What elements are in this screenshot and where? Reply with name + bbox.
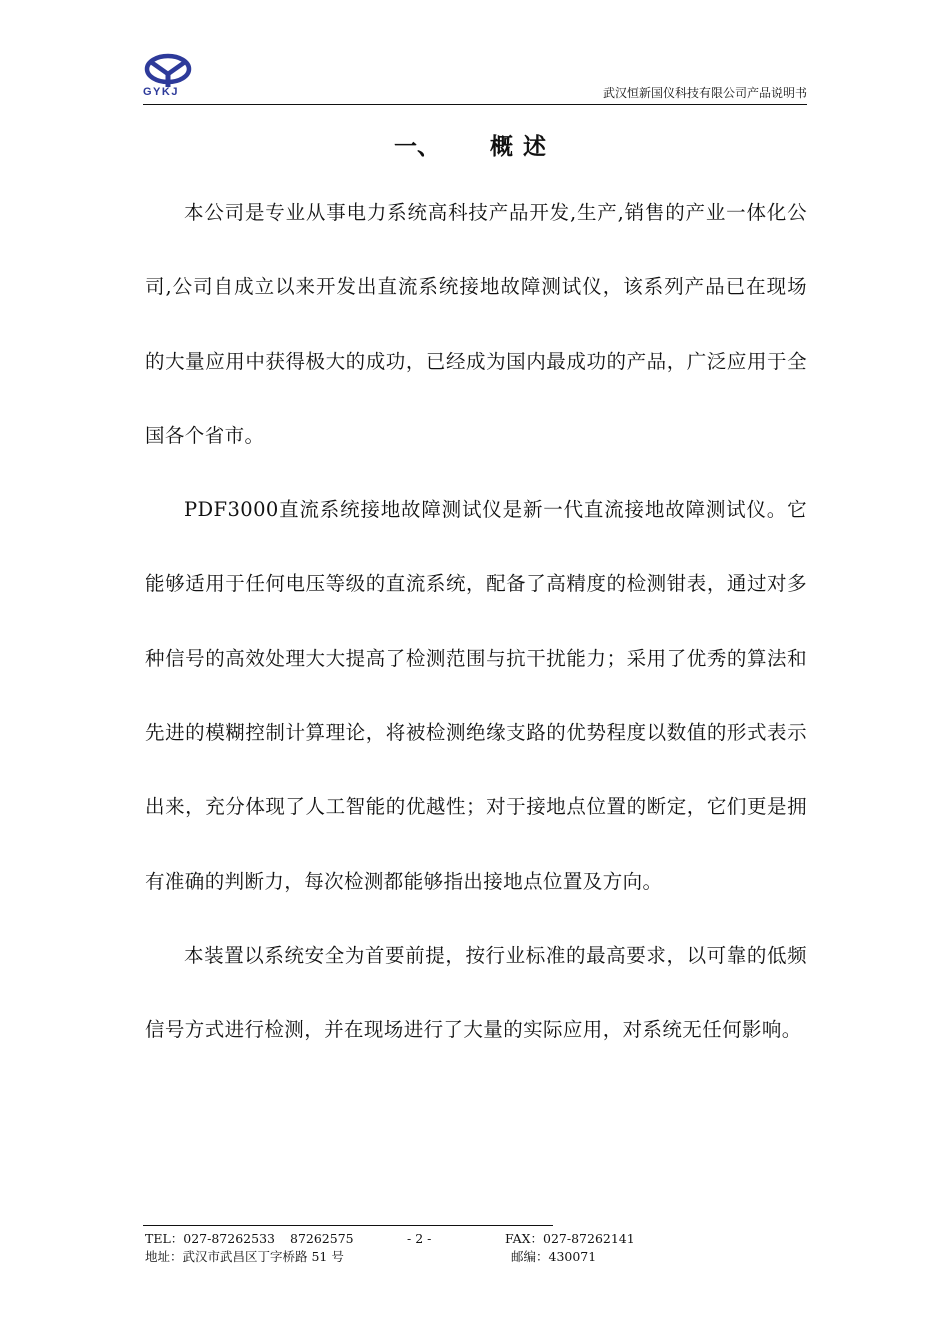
paragraph-safety: 本装置以系统安全为首要前提，按行业标准的最高要求，以可靠的低频信号方式进行检测，并在现场进行了大量的实际应用，对系统无任何影响。 [145,943,807,1042]
footer-address: 地址：武汉市武昌区丁字桥路 51 号 [145,1249,344,1264]
page-number: - 2 - [407,1231,432,1246]
footer-tel-2: 87262575 [290,1231,354,1246]
header-divider [143,104,807,105]
footer [145,1230,745,1266]
gykj-logo-icon [143,52,193,88]
footer-divider [143,1225,553,1226]
body-text [145,176,807,1068]
paragraph-intro: 本公司是专业从事电力系统高科技产品开发,生产,销售的产业一体化公司,公司自成立以来开发出直流系统接地故障测试仪，该系列产品已在现场的大量应用中获得极大的成功，已经成为国内最成功的产品，广泛应用于全国各个省市。 [145,201,807,447]
footer-fax: FAX：027-87262141 [505,1231,635,1246]
logo-text: GYKJ [143,86,179,98]
footer-postcode: 邮编：430071 [511,1249,597,1264]
document-header-title: 武汉恒新国仪科技有限公司产品说明书 [602,86,807,100]
section-heading [0,128,950,161]
footer-tel: TEL：027-87262533 [145,1231,275,1246]
paragraph-product: PDF3000直流系统接地故障测试仪是新一代直流接地故障测试仪。它能够适用于任何电压等级的直流系统，配备了高精度的检测钳表，通过对多种信号的高效处理大大提高了检测范围与抗干扰能力；采用了优秀的算法和先进的模糊控制计算理论，将被检测绝缘支路的优势程度以数值的形式表示出来，充分体现了人工智能的优越性；对于接地点位置的断定，它们更是拥有准确的判断力，每次检测都能够指出接地点位置及方向。 [145,498,807,893]
section-title: 概述 [490,134,556,160]
section-number: 一、 [394,134,440,160]
